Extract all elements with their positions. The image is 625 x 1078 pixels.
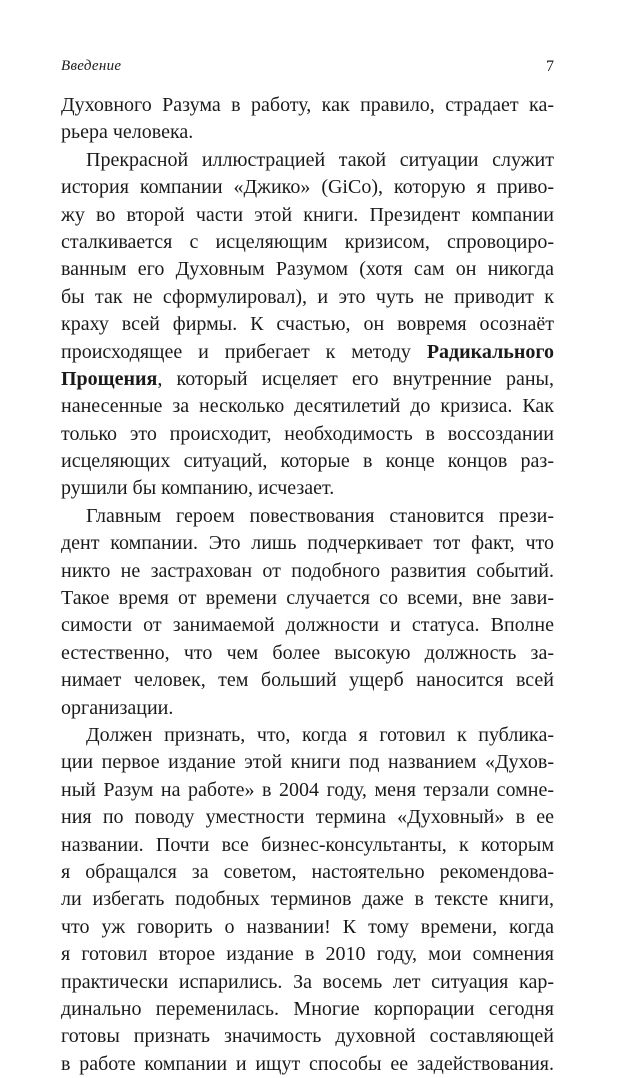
text-run: ванным его Духовным Разумом (хотя сам он никогда <box>61 258 554 281</box>
text-run: нанесенные за несколько десятилетий до кризиса. Как <box>61 395 554 418</box>
text-line <box>61 777 554 804</box>
text-line <box>61 119 554 146</box>
text-run: Такое время от времени случается со всеми, вне зави- <box>61 587 554 610</box>
text-line <box>61 475 554 502</box>
text-run: названии. Почти все бизнес-консультанты, к которым <box>61 833 554 856</box>
text-line <box>61 256 554 283</box>
text-run: ции первое издание этой книги под названием «Духов- <box>61 751 554 774</box>
text-run: Главным героем повествования становится прези- <box>86 504 554 527</box>
text-run: я готовил второе издание в 2010 году, мои сомнения <box>61 943 554 966</box>
bold-term: Радикального <box>426 340 554 363</box>
text-line <box>61 558 554 585</box>
text-line <box>61 941 554 968</box>
text-line <box>61 530 554 557</box>
text-run: происходящее и прибегает к методу <box>61 340 427 363</box>
text-line <box>61 969 554 996</box>
text-line <box>61 311 554 338</box>
text-line <box>61 832 554 859</box>
text-run: готовы признать значимость духовной составляющей <box>61 1025 554 1048</box>
text-line <box>61 448 554 475</box>
text-line <box>61 667 554 694</box>
text-run: ния по поводу уместности термина «Духовный» в ее <box>61 806 554 829</box>
text-line <box>61 284 554 311</box>
text-run: дент компании. Это лишь подчеркивает тот факт, что <box>61 532 554 555</box>
text-run: Должен признать, что, когда я готовил к публика- <box>86 723 554 746</box>
text-run: динально переменилась. Многие корпорации сегодня <box>61 997 554 1020</box>
text-run: Прекрасной иллюстрацией такой ситуации служит <box>86 148 554 171</box>
text-line <box>61 886 554 913</box>
text-run: практически испарились. За восемь лет ситуация кар- <box>61 970 554 993</box>
text-line <box>61 859 554 886</box>
text-run: жу во второй части этой книги. Президент компании <box>61 203 554 226</box>
text-line <box>61 914 554 941</box>
text-line <box>61 1051 554 1078</box>
body-text <box>61 92 554 1078</box>
text-line <box>61 393 554 420</box>
text-line <box>61 147 554 174</box>
text-line <box>61 92 554 119</box>
text-line <box>61 612 554 639</box>
text-run: организации. <box>61 696 174 719</box>
text-line <box>61 366 554 393</box>
text-line <box>61 202 554 229</box>
text-run: естественно, что чем более высокую должность за- <box>61 641 554 664</box>
text-line <box>61 174 554 201</box>
text-line <box>61 503 554 530</box>
text-line <box>61 695 554 722</box>
text-run: никто не застрахован от подобного развития событий. <box>61 559 554 582</box>
text-run: история компании «Джико» (GiCo), которую я приво- <box>61 176 554 199</box>
text-line <box>61 339 554 366</box>
bold-term: Прощения <box>61 367 158 390</box>
text-run: в работе компании и ищут способы ее задействования. <box>61 1052 554 1075</box>
page-number: 7 <box>546 58 554 75</box>
text-run: Духовного Разума в работу, как правило, страдает ка- <box>61 94 554 116</box>
text-line <box>61 722 554 749</box>
text-line <box>61 421 554 448</box>
text-run: только это происходит, необходимость в воссоздании <box>61 422 554 445</box>
text-run: нимает человек, тем больший ущерб наносится всей <box>61 669 554 692</box>
text-run: что уж говорить о названии! К тому времени, когда <box>61 915 554 938</box>
text-line <box>61 640 554 667</box>
text-run: я обращался за советом, настоятельно рекомендова- <box>61 860 554 883</box>
text-run: , который исцеляет его внутренние раны, <box>157 367 554 390</box>
text-run: рушили бы компанию, исчезает. <box>61 477 335 500</box>
text-line <box>61 229 554 256</box>
text-run: рьера человека. <box>61 121 194 144</box>
text-line <box>61 804 554 831</box>
text-line <box>61 585 554 612</box>
running-head: Введение <box>61 58 122 74</box>
text-run: сталкивается с исцеляющим кризисом, спровоциро- <box>61 230 554 253</box>
text-run: симости от занимаемой должности и статуса. Вполне <box>61 614 554 637</box>
text-run: ный Разум на работе» в 2004 году, меня терзали сомне- <box>61 778 554 801</box>
page-header <box>61 58 554 82</box>
text-run: исцеляющих ситуаций, которые в конце концов раз- <box>61 450 554 473</box>
text-run: ли избегать подобных терминов даже в тексте книги, <box>61 888 554 911</box>
text-run: краху всей фирмы. К счастью, он вовремя осознаёт <box>61 313 554 336</box>
text-run: бы так не сформулировал), и это чуть не приводит к <box>61 285 554 308</box>
text-line <box>61 749 554 776</box>
text-line <box>61 1023 554 1050</box>
